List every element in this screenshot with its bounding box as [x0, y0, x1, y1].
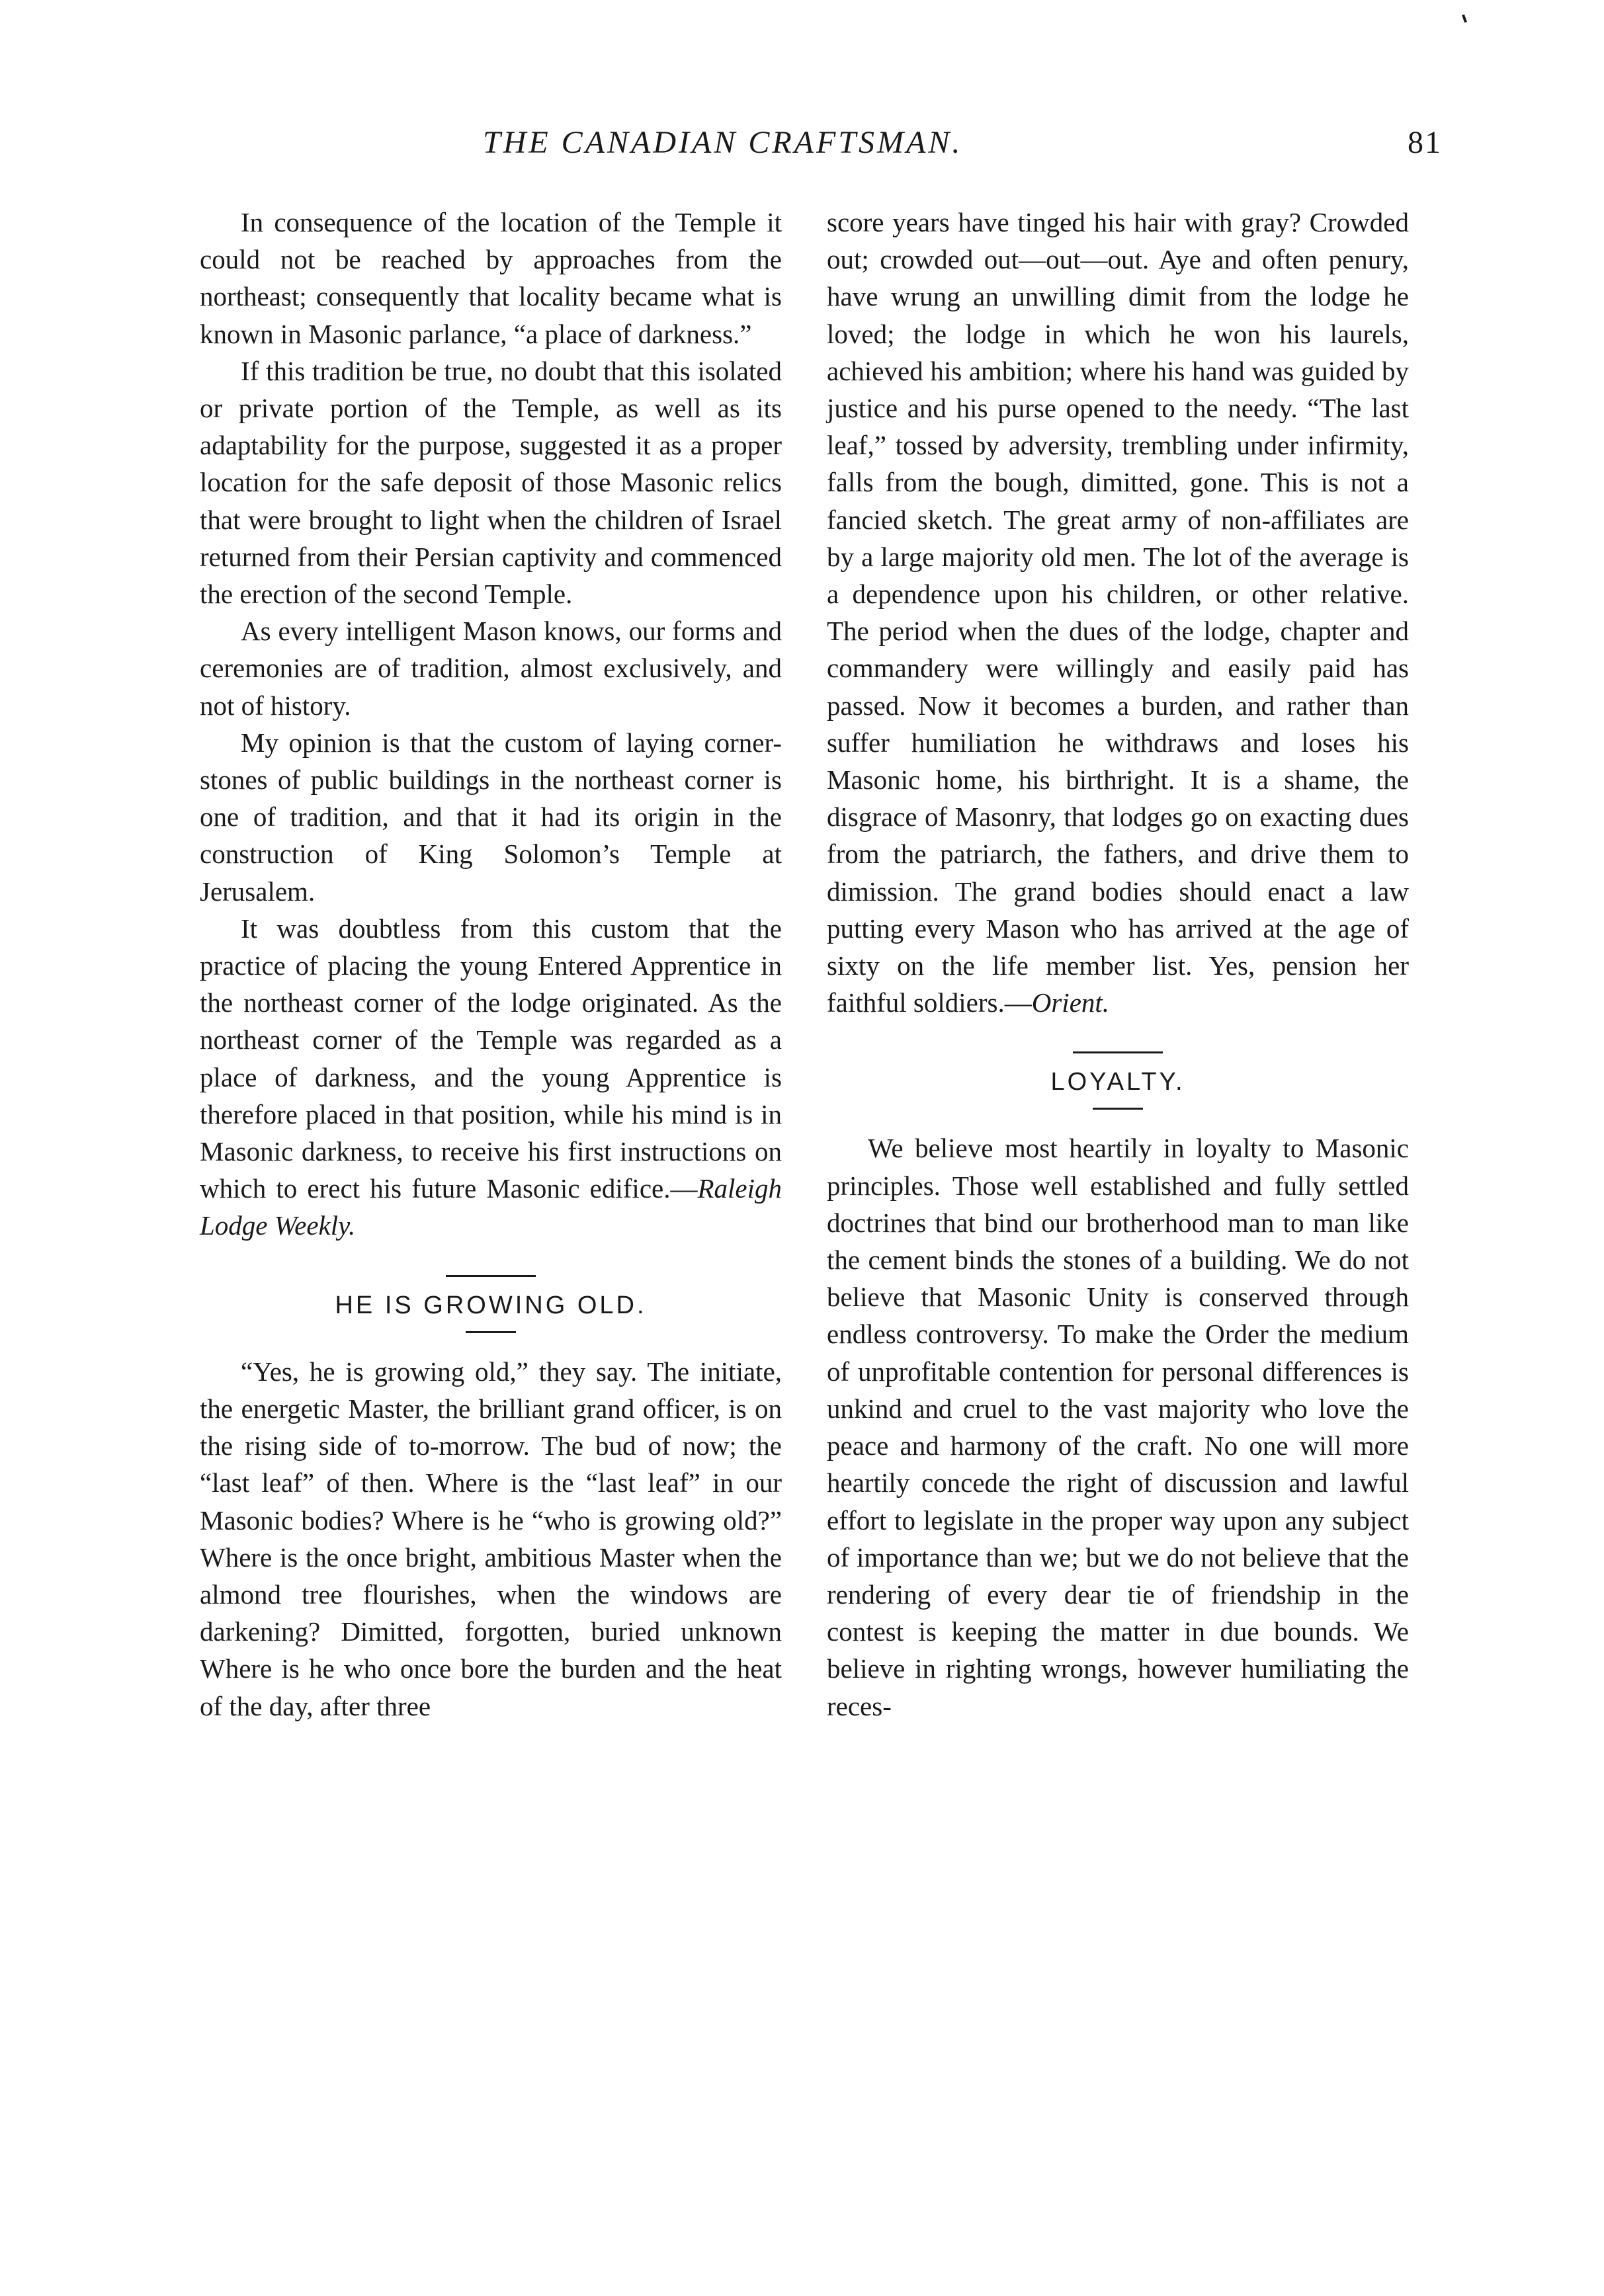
- margin-ink-mark: [1462, 15, 1467, 23]
- left-column: [200, 204, 782, 1725]
- heading-underline: [466, 1331, 516, 1333]
- section-divider: [1073, 1051, 1163, 1053]
- article-heading-growing-old: HE IS GROWING OLD.: [335, 1291, 647, 1319]
- paragraph-location-of-temple: In consequence of the location of the Temple it could not be reached by approaches from the northeast; consequently that locality became what is known in Masonic parlance, “a place of darkness.”: [200, 207, 782, 349]
- source-citation: Orient.: [1031, 987, 1110, 1018]
- page-number: 81: [1408, 125, 1442, 160]
- section-divider: [446, 1275, 536, 1277]
- right-column: [827, 204, 1409, 1725]
- paragraph-growing-old-continued: [827, 204, 1409, 1021]
- paragraph-loyalty: We believe most heartily in loyalty to Masonic principles. Those well established and fully settled doctrines that bind our brotherhood man to man like the cement binds the stones of a building. We do not believe that Masonic Unity is conserved through endless controversy. To make the Order the medium of unprofitable contention for personal differences is unkind and cruel to the vast majority who love the peace and harmony of the craft. No one will more heartily concede the right of discussion and lawful effort to legislate in the proper way upon any subject of importance than we; but we do not believe that the rendering of every dear tie of friendship in the contest is keeping the matter in due bounds. We believe in righting wrongs, however humiliating the reces-: [827, 1133, 1409, 1721]
- paragraph-corner-stones: My opinion is that the custom of laying corner-stones of public buildings in the northeast corner is one of tradition, and that it had its origin in the construction of King Solomon’s Temple at Jerusalem.: [200, 727, 782, 907]
- paragraph-forms-and-ceremonies: As every intelligent Mason knows, our forms and ceremonies are of tradition, almost exclusively, and not of history.: [200, 616, 782, 721]
- paragraph-growing-old: “Yes, he is growing old,” they say. The initiate, the energetic Master, the brilliant grand officer, is on the rising side of to-morrow. The bud of now; the “last leaf” of then. Where is the “last leaf” in our Masonic bodies? Where is he “who is growing old?” Where is the once bright, ambitious Master when the almond tree flourishes, when the windows are darkening? Dimitted, forgotten, buried unknown Where is he who once bore the burden and the heat of the day, after three: [200, 1356, 782, 1721]
- heading-underline: [1093, 1108, 1143, 1110]
- source-citation: Raleigh Lodge Weekly.: [200, 1173, 782, 1241]
- page-header: [198, 124, 1442, 171]
- running-title: THE CANADIAN CRAFTSMAN.: [483, 125, 963, 160]
- paragraph-growing-old-continued-text: score years have tinged his hair with gray? Crowded out; crowded out—out—out. Aye and often penury, have wrung an unwilling dimit from the lodge he loved; the lodge in which he won his laurels, achieved his ambition; where his hand was guided by justice and his purse opened to the needy. “The last leaf,” tossed by adversity, trembling under infirmity, falls from the bough, dimitted, gone. This is not a fancied sketch. The great army of non-affiliates are by a large majority old men. The lot of the average is a dependence upon his children, or other relative. The period when the dues of the lodge, chapter and commandery were willingly and easily paid has passed. Now it becomes a burden, and rather than suffer humiliation he withdraws and loses his Masonic home, his birthright. It is a shame, the disgrace of Masonry, that lodges go on exacting dues from the patriarch, the fathers, and drive them to dimission. The grand bodies should enact a law putting every Mason who has arrived at the age of sixty on the life member list. Yes, pension her faithful soldiers.—: [827, 207, 1409, 1018]
- paragraph-tradition: If this tradition be true, no doubt that this isolated or private portion of the Temple, as well as its adaptability for the purpose, suggested it as a proper location for the safe deposit of those Masonic relics that were brought to light when the children of Israel returned from their Persian captivity and commenced the erection of the second Temple.: [200, 355, 782, 610]
- article-heading-loyalty: LOYALTY.: [1050, 1068, 1185, 1096]
- paragraph-entered-apprentice: [200, 910, 782, 1245]
- paragraph-entered-apprentice-text: It was doubtless from this custom that the practice of placing the young Entered Apprentice in the northeast corner of the lodge originated. As the northeast corner of the Temple was regarded as a place of darkness, and the young Apprentice is therefore placed in that position, while his mind is in Masonic darkness, to receive his first instructions on which to erect his future Masonic edifice.—: [200, 913, 782, 1204]
